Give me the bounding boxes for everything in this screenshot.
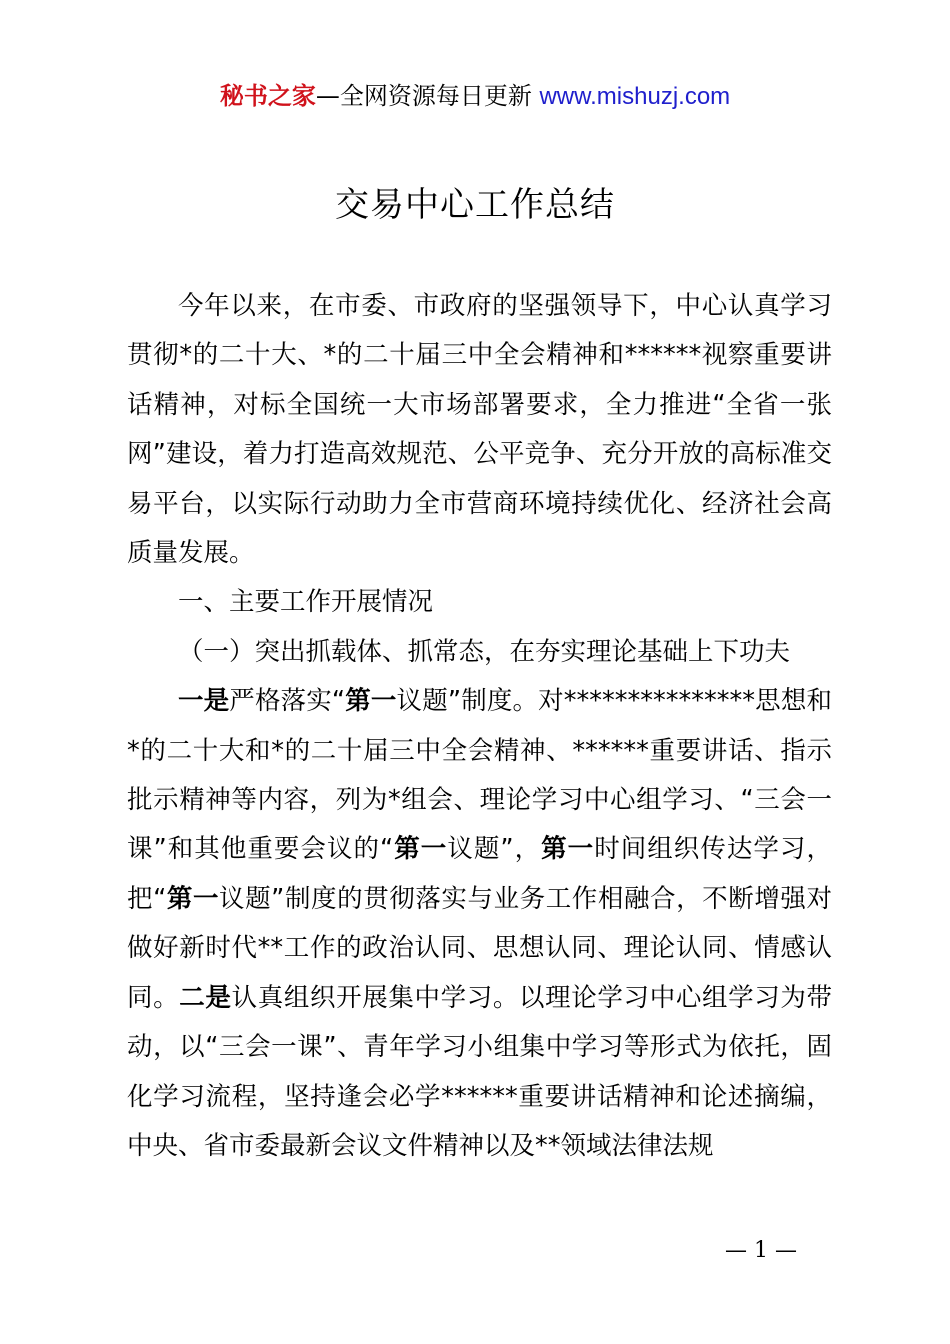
text-run: 时间组织传达学习，把“ [127, 834, 832, 914]
site-url[interactable]: www.mishuzj.com [539, 83, 731, 110]
subsection-heading: （一）突出抓载体、抓常态，在夯实理论基础上下功夫 [178, 636, 791, 667]
section-heading: 一、主要工作开展情况 [178, 587, 434, 618]
brand-name: 秘书之家 [219, 82, 316, 110]
text-run: 议题”， [447, 834, 542, 865]
page-number: — 1 — [725, 1238, 797, 1263]
text-run: 严格落实“ [229, 686, 346, 717]
bold-term: 第一 [166, 883, 220, 914]
document-body [127, 282, 832, 1171]
banner-tagline: —全网资源每日更新 [315, 82, 540, 110]
document-title: 交易中心工作总结 [335, 185, 615, 225]
lead-phrase: 二是 [179, 982, 232, 1013]
lead-phrase: 一是 [178, 686, 230, 717]
text-run: 议题”制度的贯彻落实与业务工作相融合，不断增强对做好新时代**工作的政治认同、思想认同、理论认同、情感认同。 [127, 883, 832, 1013]
bold-term: 第一 [345, 686, 397, 717]
intro-paragraph: 今年以来，在市委、市政府的坚强领导下，中心认真学习贯彻*的二十大、*的二十届三中全会精神和******视察重要讲话精神，对标全国统一大市场部署要求，全力推进“全省一张网”建设，着力打造高效规范、公平竞争、充分开放的高标准交易平台，以实际行动助力全市营商环境持续优化、经济社会高质量发展。 [127, 291, 832, 569]
text-run: 认真组织开展集中学习。以理论学习中心组学习为带动，以“三会一课”、青年学习小组集中学习等形式为依托，固化学习流程，坚持逢会必学******重要讲话精神和论述摘编，中央、省市委最新会议文件精神以及**领域法律法规 [127, 982, 832, 1161]
bold-term: 第一 [541, 834, 595, 865]
body-paragraph [127, 677, 832, 1171]
site-banner [0, 78, 950, 115]
bold-term: 第一 [393, 834, 448, 865]
text-run: 议题”制度。对***************思想和*的二十大和*的二十届三中全会精神、******重要讲话、指示批示精神等内容，列为*组会、理论学习中心组学习、“三会一课”和其他重要会议的“ [127, 686, 832, 865]
